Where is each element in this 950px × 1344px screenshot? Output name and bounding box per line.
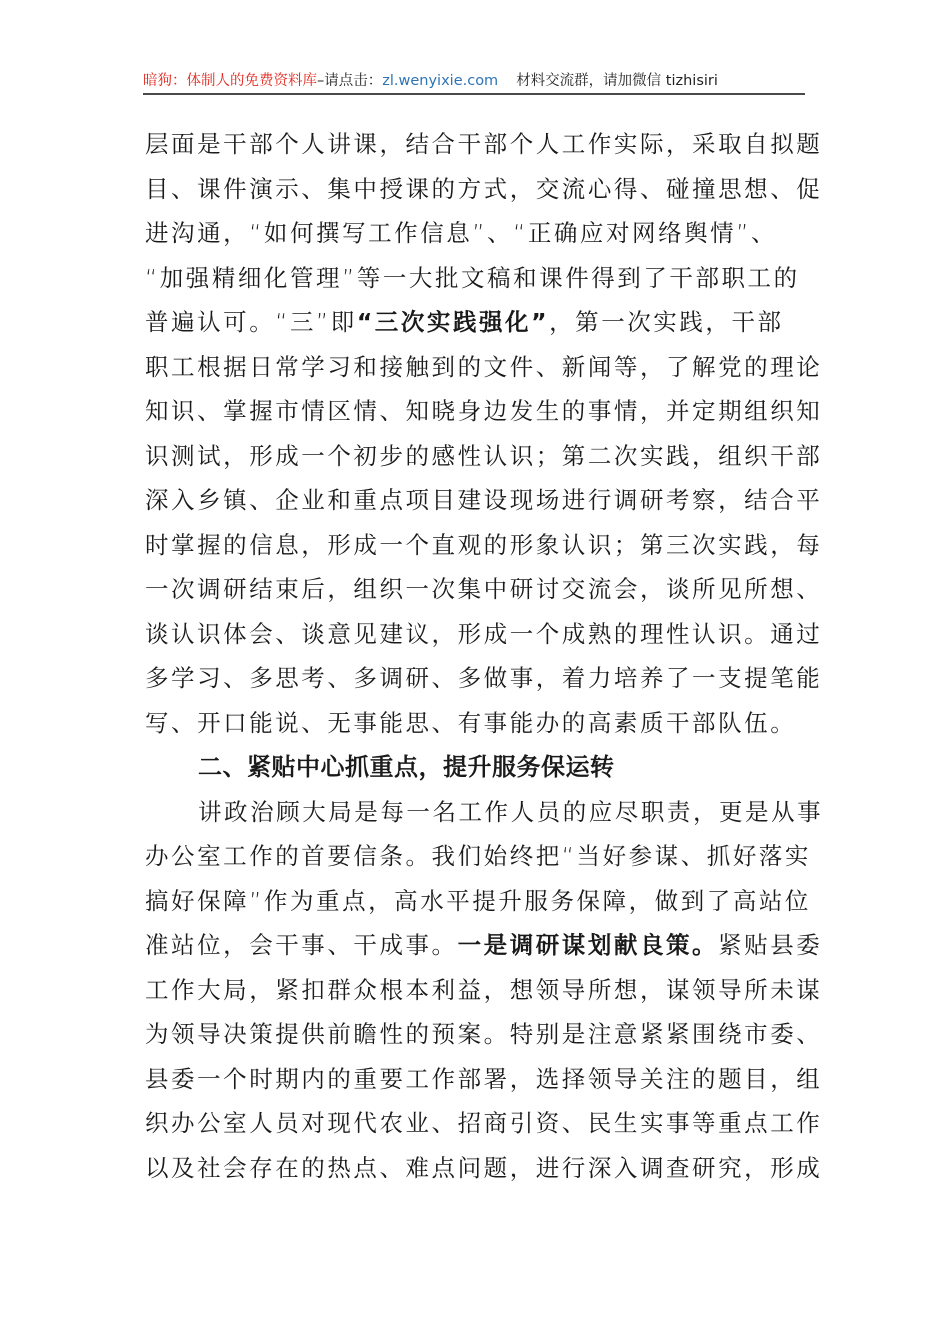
paragraph-line: 职工根据日常学习和接触到的文件、新闻等，了解党的理论 <box>145 352 823 381</box>
paragraph-line: “加强精细化管理”等一大批文稿和课件得到了干部职工的 <box>145 263 800 292</box>
click-prompt: –请点击： <box>317 73 383 89</box>
line-text: 准站位，会干事、干成事。 <box>145 931 458 959</box>
paragraph-line: 知识、掌握市情区情、知晓身边发生的事情，并定期组织知 <box>145 397 823 425</box>
line-text: ，第一次实践，干部 <box>549 308 784 336</box>
paragraph-line: 层面是干部个人讲课，结合干部个人工作实际，采取自拟题 <box>145 130 823 158</box>
paragraph-line: 工作大局，紧扣群众根本利益，想领导所想，谋领导所未谋 <box>145 975 823 1004</box>
document-body <box>145 122 824 1190</box>
brand-text: 暗狗：体制人的免费资料库 <box>143 73 317 89</box>
paragraph-line: 搞好保障”作为重点，高水平提升服务保障，做到了高站位 <box>145 886 811 915</box>
paragraph-line: 为领导决策提供前瞻性的预案。特别是注意紧紧围绕市委、 <box>145 1020 823 1048</box>
site-link[interactable]: zl.wenyixie.com <box>382 73 499 89</box>
header-divider <box>143 93 805 95</box>
paragraph-line: 多学习、多思考、多调研、多做事，着力培养了一支提笔能 <box>145 664 823 692</box>
line-text: 紧贴县委 <box>718 931 823 959</box>
paragraph-line: 谈认识体会、谈意见建议，形成一个成熟的理性认识。通过 <box>145 619 823 648</box>
paragraph-line: 县委一个时期内的重要工作部署，选择领导关注的题目，组 <box>145 1064 823 1093</box>
paragraph-line: 织办公室人员对现代农业、招商引资、民生实事等重点工作 <box>145 1109 823 1137</box>
watermark-header <box>143 70 805 92</box>
paragraph-line: 时掌握的信息，形成一个直观的形象认识；第三次实践，每 <box>145 530 823 559</box>
paragraph-line <box>145 300 809 345</box>
contact-text: 材料交流群，请加微信 tizhisiri <box>516 73 718 89</box>
paragraph-line: 深入乡镇、企业和重点项目建设现场进行调研考察，结合平 <box>145 486 823 514</box>
paragraph-line: 识测试，形成一个初步的感性认识；第二次实践，组织干部 <box>145 441 823 470</box>
paragraph-line: 办公室工作的首要信条。我们始终把“当好参谋、抓好落实 <box>145 842 811 870</box>
paragraph-line <box>145 923 823 968</box>
bold-phrase: 一是调研谋划献良策。 <box>457 931 719 959</box>
paragraph-line: 一次调研结束后，组织一次集中研讨交流会，谈所见所想、 <box>145 575 823 603</box>
paragraph-line: 目、课件演示、集中授课的方式，交流心得、碰撞思想、促 <box>145 174 823 203</box>
paragraph-line: 讲政治顾大局是每一名工作人员的应尽职责，更是从事 <box>198 797 824 826</box>
section-heading: 二、紧贴中心抓重点，提升服务保运转 <box>198 753 615 781</box>
paragraph-line: 写、开口能说、无事能思、有事能办的高素质干部队伍。 <box>145 708 797 737</box>
line-text: 普遍认可。“三”即 <box>145 308 357 336</box>
paragraph-line: 以及社会存在的热点、难点问题，进行深入调查研究，形成 <box>145 1153 823 1182</box>
paragraph-line: 进沟通，“如何撰写工作信息”、“正确应对网络舆情”、 <box>145 219 777 247</box>
bold-phrase: “三次实践强化” <box>356 308 550 336</box>
